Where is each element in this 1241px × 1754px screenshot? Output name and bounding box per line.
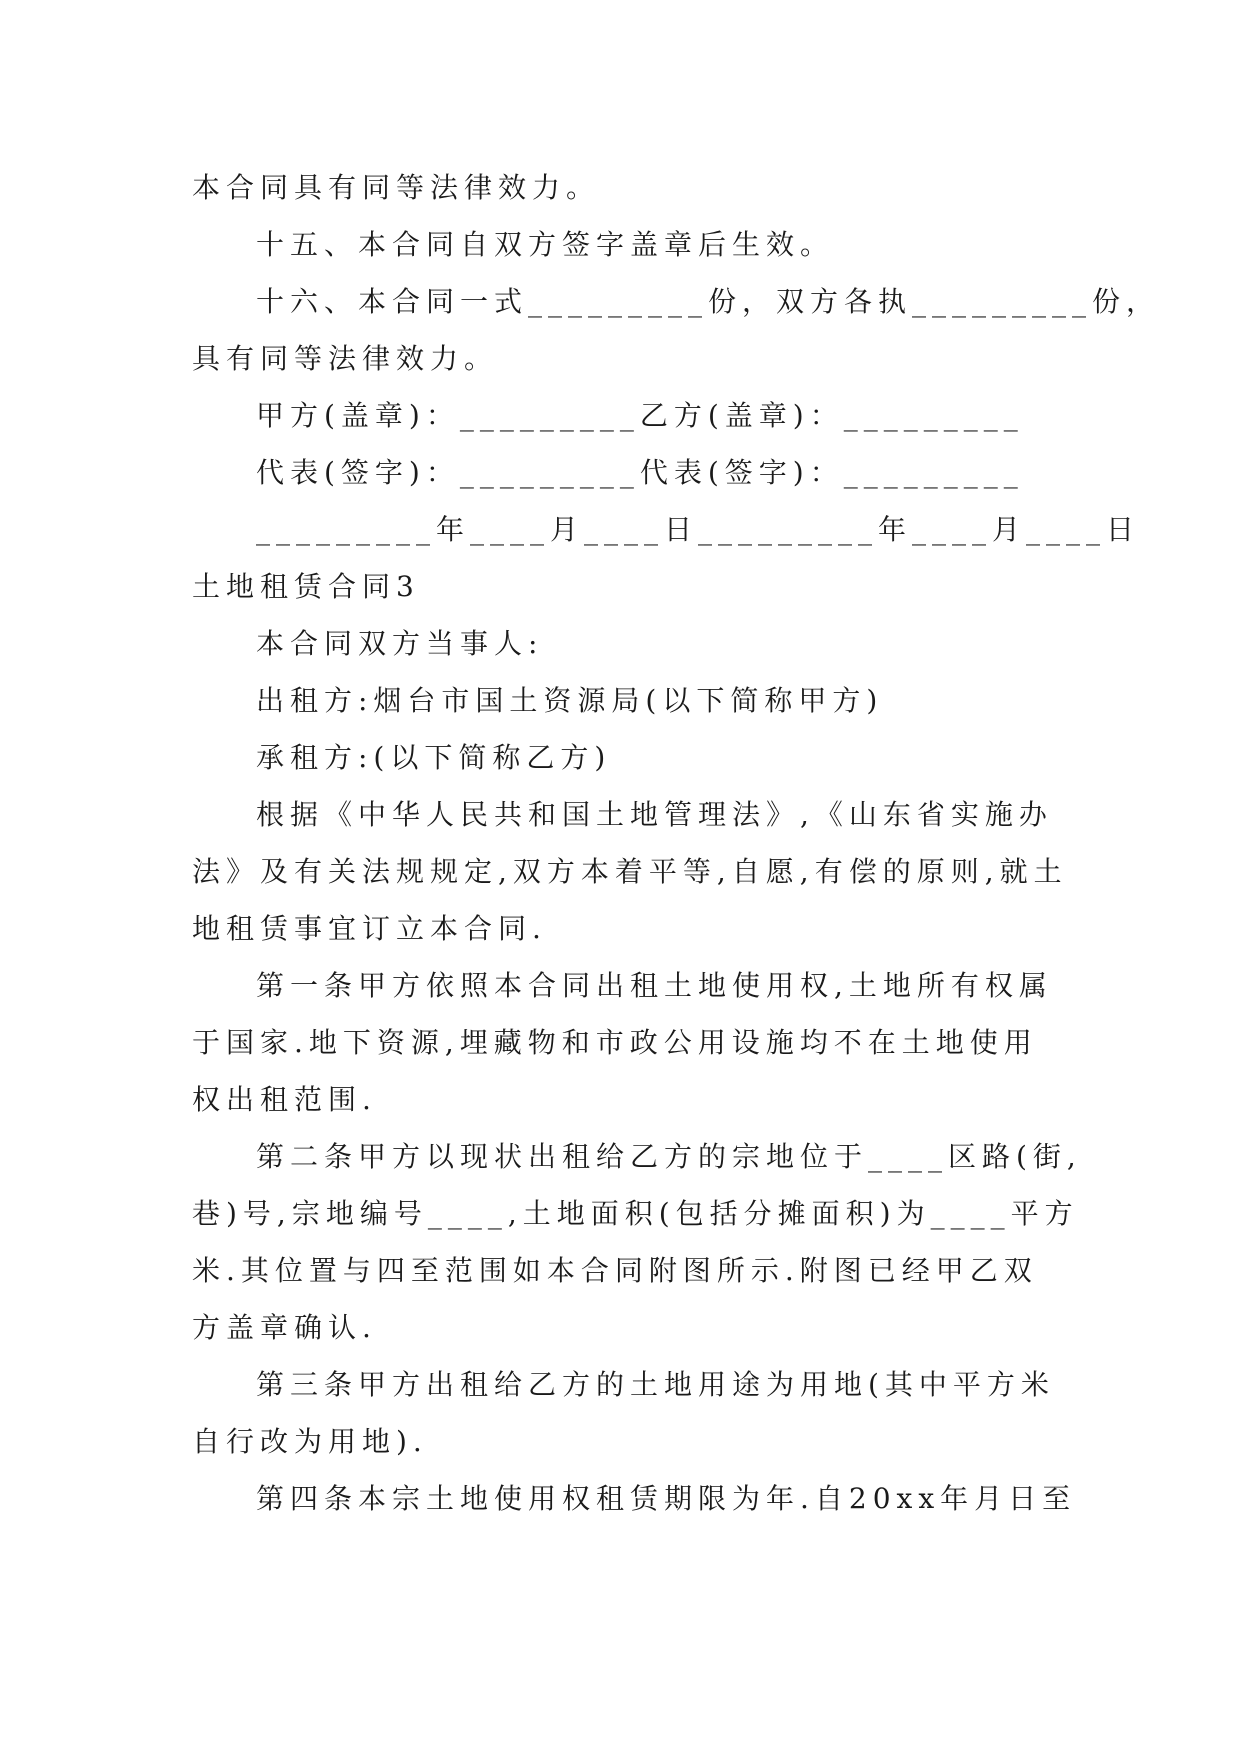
article-3-line-1: 第三条甲方出租给乙方的土地用途为用地(其中平方米 bbox=[256, 1368, 1055, 1401]
article-2-line-1: 第二条甲方以现状出租给乙方的宗地位于____区路(街, bbox=[256, 1140, 1082, 1173]
article-3-line-2: 自行改为用地). bbox=[192, 1425, 428, 1458]
parties-heading: 本合同双方当事人: bbox=[256, 627, 544, 660]
article-2-line-4: 方盖章确认. bbox=[192, 1311, 377, 1344]
clause-15: 十五、本合同自双方签字盖章后生效。 bbox=[256, 228, 835, 261]
section-title: 土地租赁合同3 bbox=[192, 570, 420, 603]
lessee-line: 承租方:(以下简称乙方) bbox=[256, 741, 612, 774]
clause-16-continued: 具有同等法律效力。 bbox=[192, 342, 499, 375]
article-4-line-1: 第四条本宗土地使用权租赁期限为年.自20xx年月日至 bbox=[256, 1482, 1077, 1515]
article-2-line-2: 巷)号,宗地编号____,土地面积(包括分摊面积)为____平方 bbox=[192, 1197, 1079, 1230]
preamble-line-3: 地租赁事宜订立本合同. bbox=[192, 912, 547, 945]
signature-line: 代表(签字)：_________代表(签字)：_________ bbox=[256, 456, 1024, 489]
article-1-line-1: 第一条甲方依照本合同出租土地使用权,土地所有权属 bbox=[256, 969, 1053, 1002]
seal-line: 甲方(盖章)：_________乙方(盖章)：_________ bbox=[256, 399, 1024, 432]
date-line: _________年____月____日_________年____月____日 bbox=[256, 513, 1141, 546]
lessor-line: 出租方:烟台市国土资源局(以下简称甲方) bbox=[256, 684, 884, 717]
article-1-line-3: 权出租范围. bbox=[192, 1083, 377, 1116]
preamble-line-1: 根据《中华人民共和国土地管理法》,《山东省实施办 bbox=[256, 798, 1053, 831]
preamble-line-2: 法》及有关法规规定,双方本着平等,自愿,有偿的原则,就土 bbox=[192, 855, 1068, 888]
article-1-line-2: 于国家.地下资源,埋藏物和市政公用设施均不在土地使用 bbox=[192, 1026, 1038, 1059]
article-2-line-3: 米.其位置与四至范围如本合同附图所示.附图已经甲乙双 bbox=[192, 1254, 1038, 1287]
clause-16: 十六、本合同一式_________份，双方各执_________份， bbox=[256, 285, 1161, 318]
text-line-1: 本合同具有同等法律效力。 bbox=[192, 171, 601, 204]
